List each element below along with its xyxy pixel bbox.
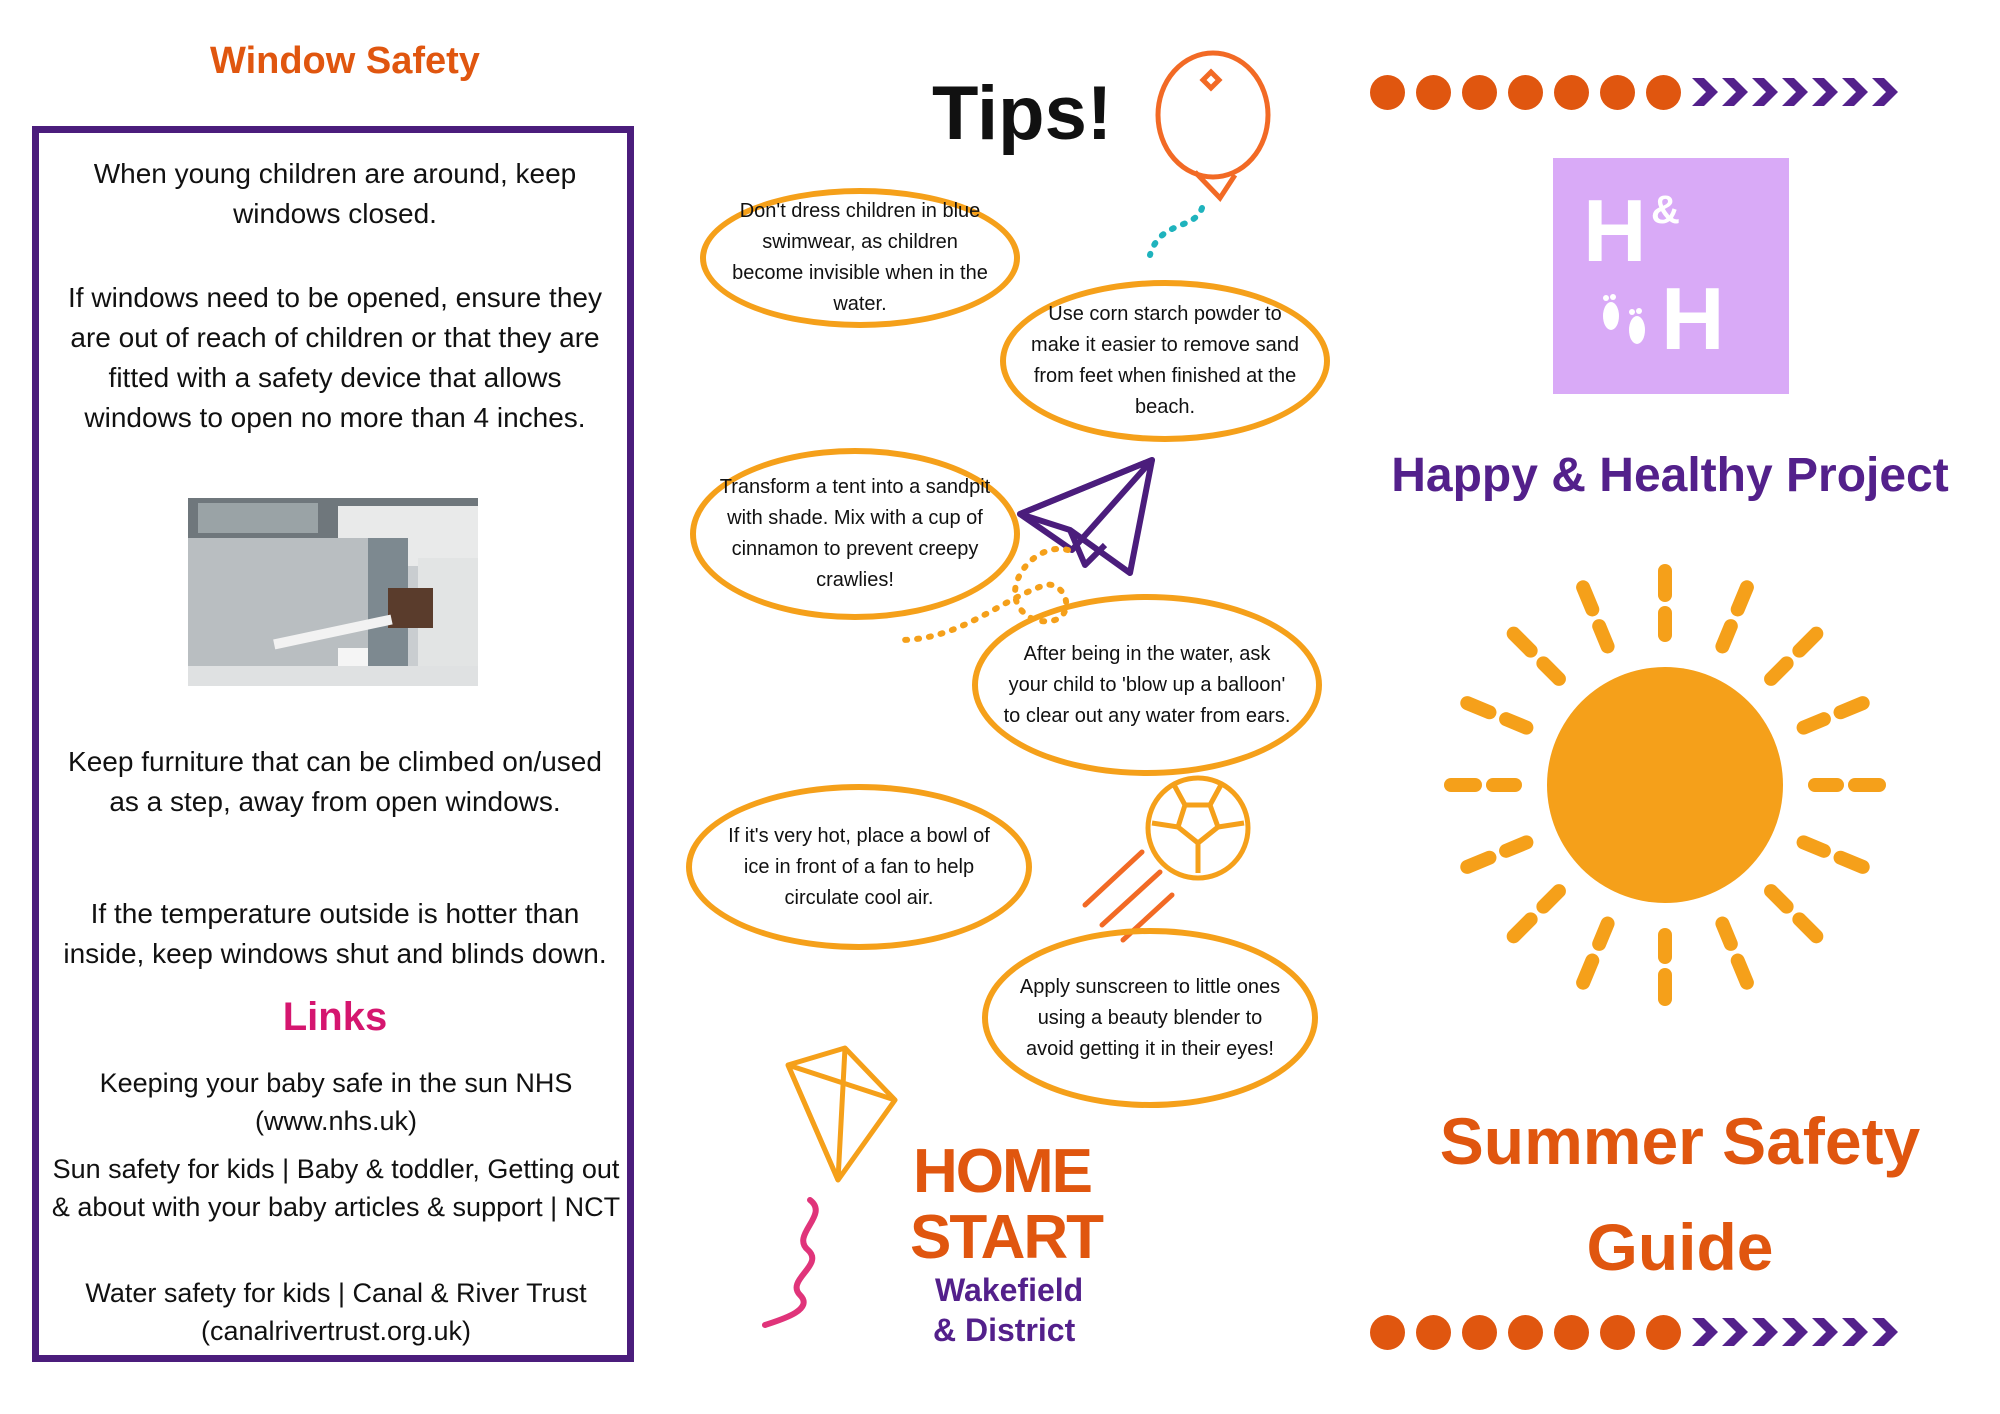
sun-icon xyxy=(1430,550,1900,1020)
balloon-icon xyxy=(1158,53,1268,198)
sun-ray xyxy=(1506,842,1526,850)
guide-title xyxy=(1380,1088,1980,1300)
sun-ray xyxy=(1543,891,1559,907)
sun-ray xyxy=(1583,587,1592,609)
sun-ray xyxy=(1771,663,1787,679)
sun-ray xyxy=(1804,842,1824,850)
footprints-icon xyxy=(1593,286,1663,356)
dot-icon xyxy=(1462,1315,1497,1350)
motion-lines-icon xyxy=(1085,852,1172,940)
happy-healthy-logo xyxy=(1553,158,1789,394)
logo-letter-top: H xyxy=(1583,181,1647,280)
sun-ray xyxy=(1722,626,1730,646)
logo-ampersand: & xyxy=(1651,188,1680,232)
kite-icon xyxy=(788,1048,895,1180)
home-start-line-3: Wakefield xyxy=(935,1272,1084,1308)
sun-ray xyxy=(1799,919,1816,936)
dot-icon xyxy=(1462,75,1497,110)
window-safety-title: Window Safety xyxy=(210,40,480,82)
sun-ray xyxy=(1514,634,1531,651)
balloon-string-icon xyxy=(1150,208,1202,255)
dot-icon xyxy=(1416,75,1451,110)
sun-ray xyxy=(1722,924,1730,944)
dot-icon xyxy=(1508,75,1543,110)
sun-ray xyxy=(1771,891,1787,907)
dot-icon xyxy=(1416,1315,1451,1350)
tip-bubble xyxy=(690,448,1020,620)
chevron-arrows-icon xyxy=(1692,72,1962,112)
guide-title-line-2: Guide xyxy=(1586,1210,1774,1284)
window-safety-paragraph-4: If the temperature outside is hotter than inside, keep windows shut and blinds down. xyxy=(63,898,607,969)
sun-ray xyxy=(1506,719,1526,727)
sun-ray xyxy=(1738,587,1747,609)
tip-text: Use corn starch powder to make it easier to remove sand from feet when finished at the beach. xyxy=(1031,303,1299,418)
dot-icon xyxy=(1554,1315,1589,1350)
sun-ray xyxy=(1799,634,1816,651)
sun-ray xyxy=(1841,703,1863,712)
link-nct[interactable]: Sun safety for kids | Baby & toddler, Getting out & about with your baby articles & support | NCT xyxy=(51,1154,621,1222)
dot-icon xyxy=(1370,1315,1405,1350)
sun-ray xyxy=(1599,626,1607,646)
window-safety-paragraph-2: If windows need to be opened, ensure they are out of reach of children or that they are fitted with a safety device that allows windows to open no more than 4 inches. xyxy=(68,282,602,433)
home-start-line-1: HOME xyxy=(913,1137,1091,1206)
sun-ray xyxy=(1467,703,1489,712)
dot-icon xyxy=(1600,75,1635,110)
sun-ray xyxy=(1841,858,1863,867)
project-title: Happy & Healthy Project xyxy=(1391,449,1949,502)
tip-bubble xyxy=(700,188,1020,328)
link-canal-river-trust[interactable]: Water safety for kids | Canal & River Trust (canalrivertrust.org.uk) xyxy=(85,1278,587,1346)
tip-bubble xyxy=(982,928,1318,1108)
dot-icon xyxy=(1508,1315,1543,1350)
tip-bubble xyxy=(972,594,1322,776)
home-start-line-2: START xyxy=(910,1203,1103,1272)
sun-ray xyxy=(1738,961,1747,983)
dot-icon xyxy=(1600,1315,1635,1350)
logo-letter-bottom: H xyxy=(1661,269,1725,368)
tip-text: Don't dress children in blue swimwear, as children become invisible when in the water. xyxy=(732,200,988,315)
dot-icon xyxy=(1646,1315,1681,1350)
home-start-line-4: & District xyxy=(933,1312,1076,1348)
dot-icon xyxy=(1554,75,1589,110)
kite-tail-icon xyxy=(765,1200,816,1325)
link-nhs[interactable]: Keeping your baby safe in the sun NHS (www.nhs.uk) xyxy=(99,1068,573,1136)
tip-text: If it's very hot, place a bowl of ice in front of a fan to help circulate cool air. xyxy=(728,824,990,909)
sun-ray xyxy=(1804,719,1824,727)
dot-icon xyxy=(1646,75,1681,110)
sun-ray xyxy=(1467,858,1489,867)
sun-ray xyxy=(1514,919,1531,936)
tip-text: Apply sunscreen to little ones using a beauty blender to avoid getting it in their eyes! xyxy=(1019,975,1281,1060)
sun-ray xyxy=(1599,924,1607,944)
window-safety-paragraph-3: Keep furniture that can be climbed on/used as a step, away from open windows. xyxy=(68,746,602,817)
chevron-arrows-icon xyxy=(1692,1312,1962,1352)
tips-heading: Tips! xyxy=(932,71,1113,156)
paper-plane-icon xyxy=(1020,460,1152,573)
sun-ray xyxy=(1583,961,1592,983)
decorative-dot-arrow-row-top xyxy=(1370,72,1962,112)
window-restrictor-photo xyxy=(188,498,478,686)
tip-bubble xyxy=(1000,280,1330,442)
tip-bubble xyxy=(686,784,1032,950)
guide-title-line-1: Summer Safety xyxy=(1439,1104,1921,1178)
dot-icon xyxy=(1370,75,1405,110)
window-safety-paragraph-1: When young children are around, keep windows closed. xyxy=(93,158,577,229)
tip-text: Transform a tent into a sandpit with shade. Mix with a cup of cinnamon to prevent creepy crawlies! xyxy=(719,476,991,591)
links-title: Links xyxy=(282,995,388,1039)
football-icon xyxy=(1148,778,1248,878)
tip-text: After being in the water, ask your child to 'blow up a balloon' to clear out any water from ears. xyxy=(1003,642,1291,727)
decorative-dot-arrow-row-bottom xyxy=(1370,1312,1962,1352)
sun-ray xyxy=(1543,663,1559,679)
home-start-logo xyxy=(895,1132,1135,1372)
